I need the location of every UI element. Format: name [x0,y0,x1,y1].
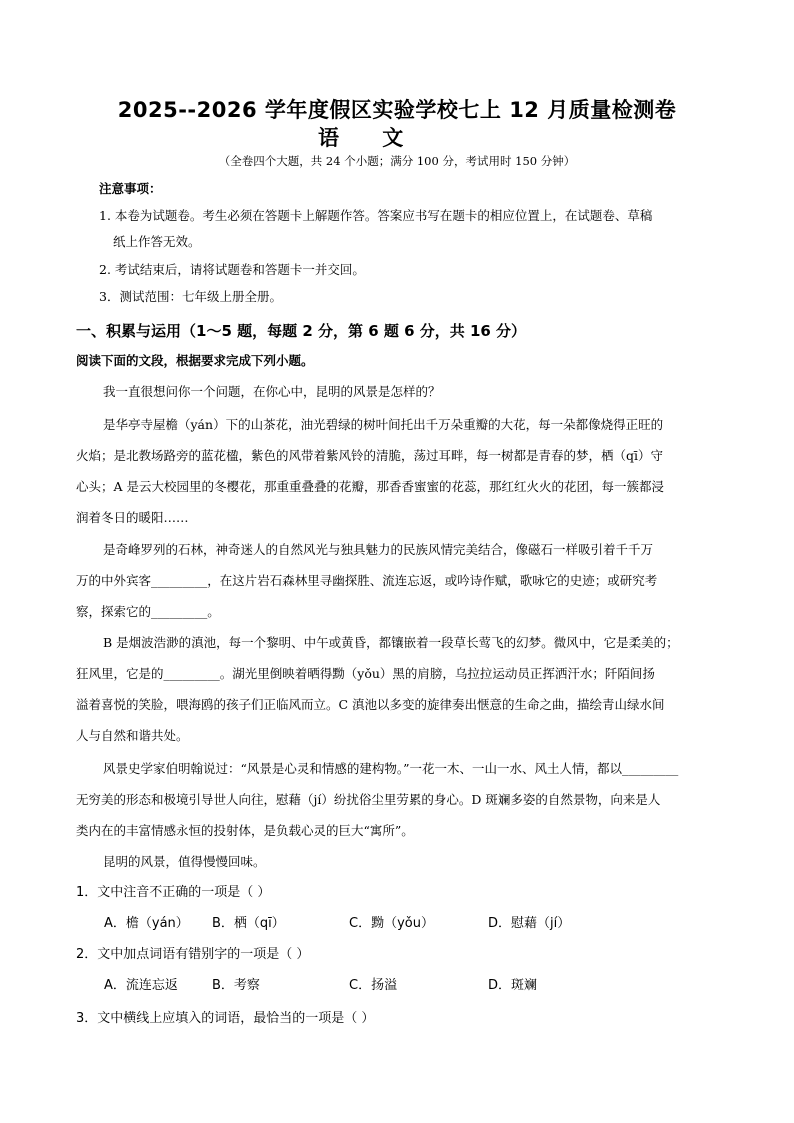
exam-title: 2025--2026 学年度假区实验学校七上 12 月质量检测卷 [117,98,677,122]
passage-line: 人与自然和谐共处。 [76,728,189,743]
question-1-stem: 1．文中注音不正确的一项是（ ） [76,885,271,900]
question-2-stem: 2．文中加点词语有错别字的一项是（ ） [76,947,310,962]
subject-title: 语 文 [318,126,422,150]
section-heading: 一、积累与运用（1～5 题，每题 2 分，第 6 题 6 分，共 16 分） [76,322,527,340]
passage-line: 察，探索它的_________。 [76,604,220,619]
passage-line: 火焰；是北教场路旁的蓝花楹，紫色的风带着紫风铃的清脆，荡过耳畔，每一树都是青春的梦，栖（qī）守 [76,448,664,463]
note-item-1: 1. 本卷为试题卷。考生必须在答题卡上解题作答。答案应书写在题卡的相应位置上，在试题卷、草稿 [99,208,653,223]
passage-line: B 是烟波浩渺的滇池，每一个黎明、中午或黄昏，都镶嵌着一段草长莺飞的幻梦。微风中，它是柔美的； [103,635,679,650]
question-1-option-d[interactable]: D．慰藉（jí） [488,916,571,931]
note-item-2: 2. 考试结束后，请将试题卷和答题卡一并交回。 [99,262,365,277]
passage-line: 是华亭寺屋檐（yán）下的山茶花，油光碧绿的树叶间托出千万朵重瓣的大花，每一朵都像烧得正旺的 [103,417,664,432]
exam-meta: （全卷四个大题，共 24 个小题；满分 100 分，考试用时 150 分钟） [218,154,576,168]
passage-line: 心头；A 是云大校园里的冬樱花，那重重叠叠的花瓣，那香香蜜蜜的花蕊，那红红火火的花团，每一簇都浸 [76,479,665,494]
note-item-3: 3．测试范围：七年级上册全册。 [99,289,282,304]
question-2-option-b[interactable]: B．考察 [212,978,260,993]
section-instruction: 阅读下面的文段，根据要求完成下列小题。 [76,353,314,368]
passage-line: 无穷美的形态和极境引导世人向往，慰藉（jí）纷扰俗尘里劳累的身心。D 斑斓多姿的自然景物，向来是人 [76,792,661,807]
notes-heading: 注意事项： [99,181,162,196]
passage-line: 我一直很想问你一个问题，在你心中，昆明的风景是怎样的？ [103,384,441,399]
question-1-option-a[interactable]: A．檐（yán） [104,916,189,931]
question-1-option-c[interactable]: C．黝（yǒu） [349,916,434,931]
passage-line: 溢着喜悦的笑脸，喂海鸥的孩子们正临风而立。C 滇池以多变的旋律奏出惬意的生命之曲，描绘青山绿水间 [76,697,665,712]
passage-line: 万的中外宾客_________，在这片岩石森林里寻幽探胜、流连忘返，或吟诗作赋，歌咏它的史迹；或研究考 [76,573,658,588]
question-1-option-b[interactable]: B．栖（qī） [212,916,285,931]
passage-line: 风景史学家伯明翰说过：“风景是心灵和情感的建构物。”一花一木、一山一水、风土人情，都以_________ [103,761,679,776]
question-2-option-a[interactable]: A．流连忘返 [104,978,178,993]
passage-line: 狂风里，它是的_________。湖光里倒映着晒得黝（yǒu）黑的肩膀，乌拉拉运动员正挥洒汗水；阡陌间扬 [76,666,655,681]
note-item-1-cont: 纸上作答无效。 [113,234,201,249]
passage-line: 昆明的风景，值得慢慢回味。 [103,854,266,869]
passage-line: 润着冬日的暖阳…… [76,510,189,525]
question-2-option-c[interactable]: C．扬溢 [349,978,398,993]
question-3-stem: 3．文中横线上应填入的词语，最恰当的一项是（ ） [76,1011,375,1026]
passage-line: 类内在的丰富情感永恒的投射体，是负载心灵的巨大“寓所”。 [76,823,414,838]
question-2-option-d[interactable]: D．斑斓 [488,978,538,993]
passage-line: 是奇峰罗列的石林，神奇迷人的自然风光与独具魅力的民族风情完美结合，像磁石一样吸引着千千万 [103,542,654,557]
